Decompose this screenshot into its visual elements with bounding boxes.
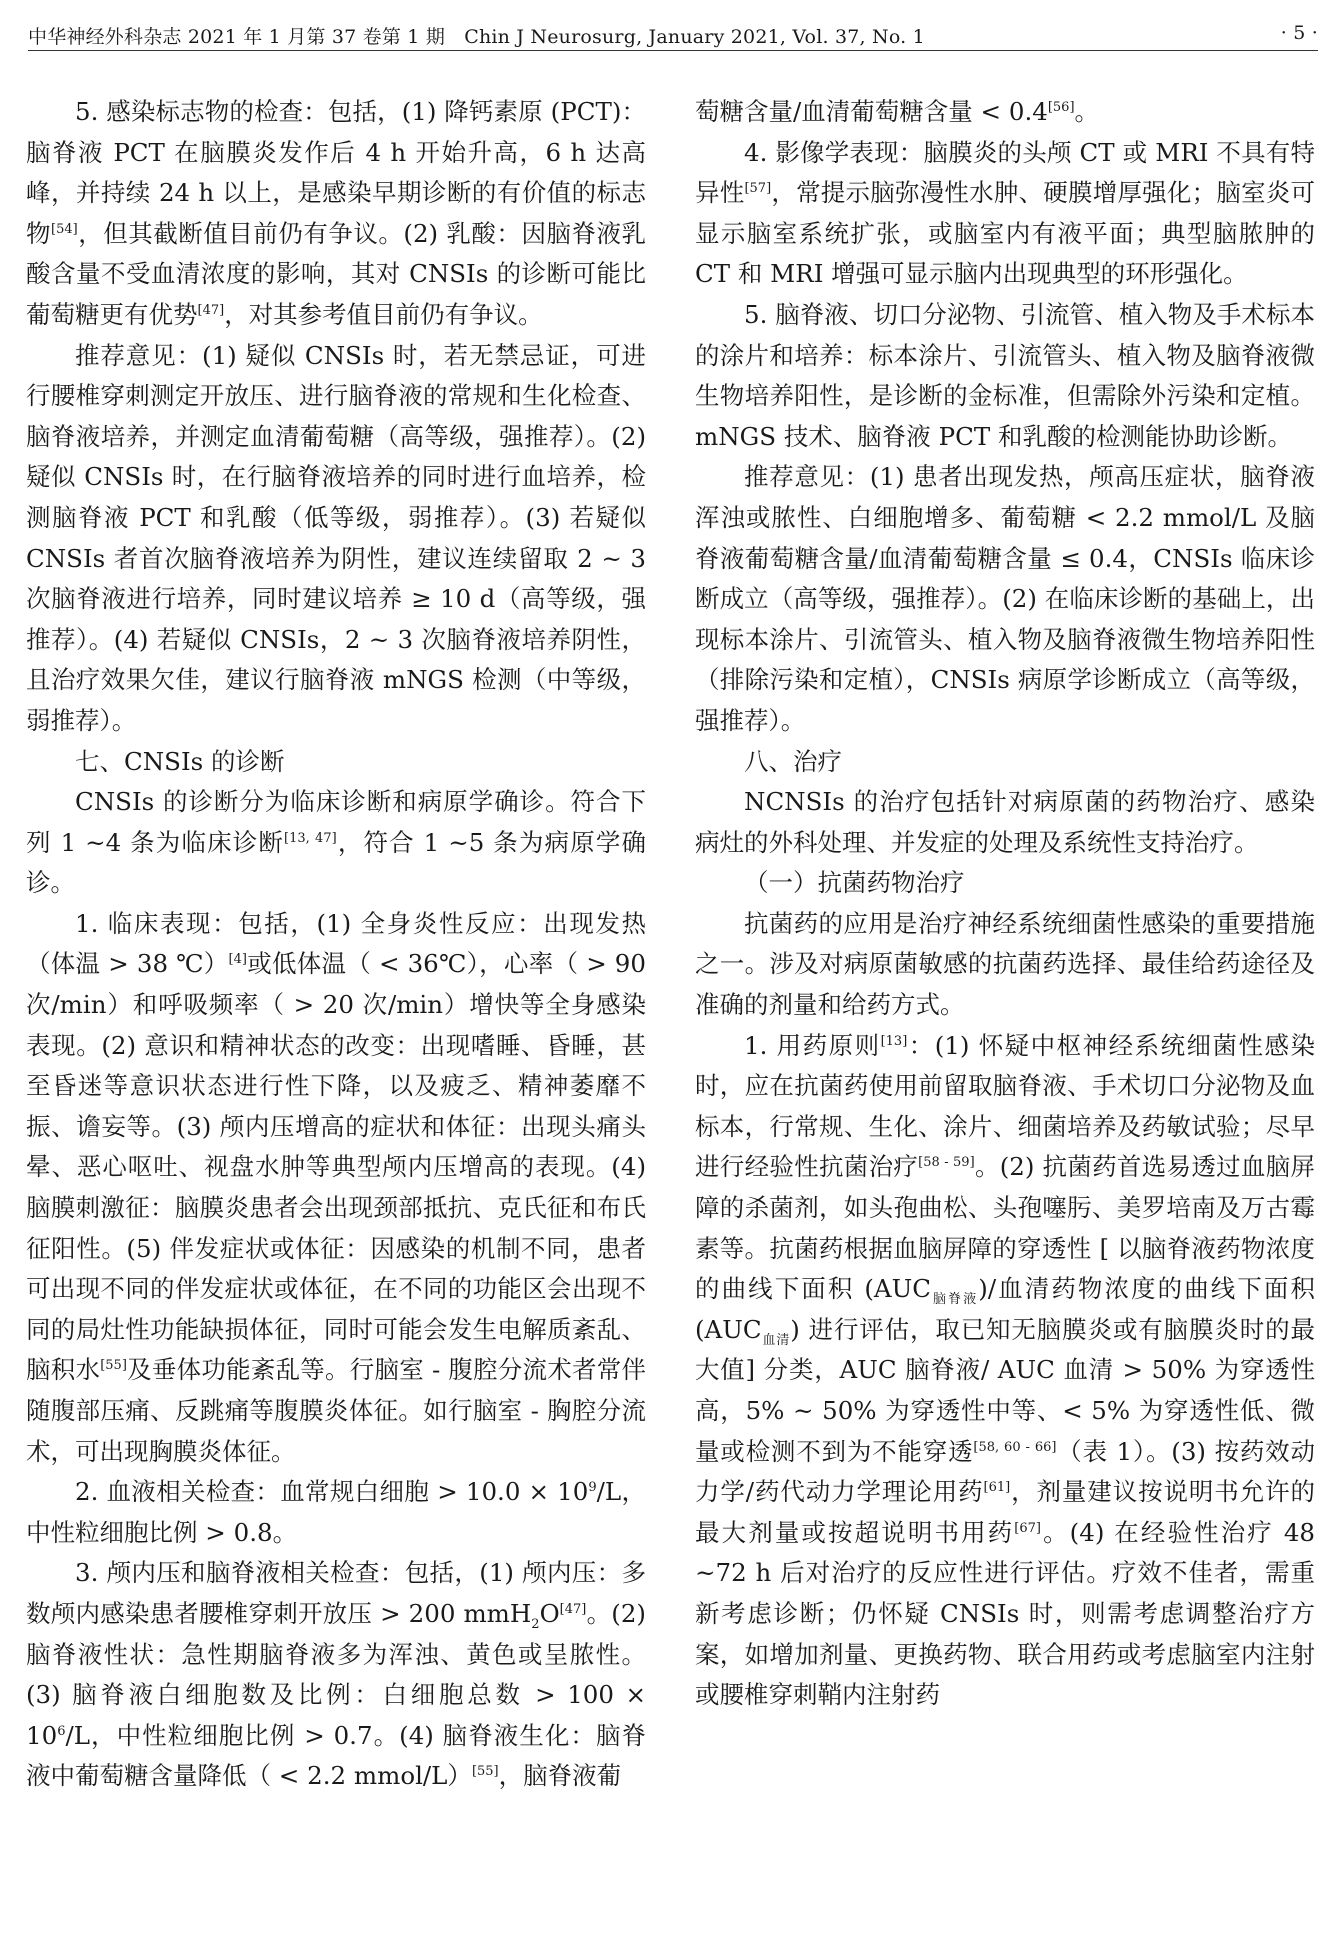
citation: [47] [559,1601,587,1617]
journal-citation: 中华神经外科杂志 2021 年 1 月第 37 卷第 1 期 Chin J Neurosurg, January 2021, Vol. 37, No. 1 [28,26,925,48]
blood-tests-paragraph: 2. 血液相关检查：血常规白细胞 > $10.0 \times 10^9/L$，中性粒细胞比例 > 0.8。 [26,1477,646,1547]
section-heading: 七、CNSIs 的诊断 [75,746,285,776]
citation: [13, 47] [284,830,337,846]
clinical-presentation-paragraph: 1. 临床表现：包括，(1) 全身炎性反应：出现发热（体温 > 38 ℃）[4]或低体温（ < 36℃），心率（ > 90 次/min）和呼吸频率（ > 20 次/min）增快等全身感染表现。(2) 意识和精神状态的改变：出现嗜睡、昏睡，甚至昏迷等意识状态进行性下降，以及疲乏、精神萎靡不振、谵妄等。(3) 颅内压增高的症状和体征：出现头痛头晕、恶心呕吐、视盘水肿等典型颅内压增高的表现。(4) 脑膜刺激征：脑膜炎患者会出现颈部抵抗、克氏征和布氏征阳性。(5) 伴发症状或体征：因感染的机制不同，患者可出现不同的伴发症状或体征，在不同的功能区会出现不同的局灶性功能缺损体征，同时可能会发生电解质紊乱、脑积水[55]及垂体功能紊乱等。行脑室 - 腹腔分流术者常伴随腹部压痛、反跳痛等腹膜炎体征。如行脑室 - 胸腔分流术，可出现胸膜炎体征。 [26,908,646,1466]
citation: [57] [744,181,772,197]
section-heading: 八、治疗 [744,746,842,776]
csf-tests-paragraph: 3. 颅内压和脑脊液相关检查：包括，(1) 颅内压：多数颅内感染患者腰椎穿刺开放压 > 200 mmH$_2$O[47]。(2) 脑脊液性状：急性期脑脊液多为浑浊、黄色或呈脓性。(3) 脑脊液白细胞数及比例：白细胞总数 > $100 \times 10^6/L$，中性粒细胞比例 > 0.7。(4) 脑脊液生化：脑脊液中葡萄糖含量降低（ < 2.2 mmol/L）[55]，脑脊液葡 [26,1558,646,1791]
citation: [61] [983,1480,1011,1496]
treatment-intro-paragraph: NCNSIs 的治疗包括针对病原菌的药物治疗、感染病灶的外科处理、并发症的处理及系统性支持治疗。 [695,787,1315,857]
citation: [54] [51,221,78,237]
page-number: · 5 · [1280,22,1318,44]
header-rule [28,50,1318,51]
recommendation-paragraph: 推荐意见：(1) 疑似 CNSIs 时，若无禁忌证，可进行腰椎穿刺测定开放压、进行脑脊液的常规和生化检查、脑脊液培养，并测定血清葡萄糖（高等级，强推荐）。(2) 疑似 CNSIs 时，在行脑脊液培养的同时进行血培养，检测脑脊液 PCT 和乳酸（低等级，弱推荐）。(3) 若疑似 CNSIs 者首次脑脊液培养为阴性，建议连续留取 2 ~ 3 次脑脊液进行培养，同时建议培养 ≥ 10 d（高等级，强推荐）。(4) 若疑似 CNSIs，2 ~ 3 次脑脊液培养阴性，且治疗效果欠佳，建议行脑脊液 mNGS 检测（中等级，弱推荐）。 [26,340,646,735]
citation: [55] [100,1358,127,1374]
citation: [13] [880,1033,908,1049]
citation: [58 - 59] [918,1155,975,1171]
citation: [58, 60 - 66] [973,1439,1057,1455]
right-column [695,92,1315,1716]
citation: [67] [1014,1520,1041,1536]
running-header [28,22,1318,50]
recommendation-paragraph: 推荐意见：(1) 患者出现发热，颅高压症状，脑脊液浑浊或脓性、白细胞增多、葡萄糖 < 2.2 mmol/L 及脑脊液葡萄糖含量/血清葡萄糖含量 ≤ 0.4，CNSIs 临床诊断成立（高等级，强推荐）。(2) 在临床诊断的基础上，出现标本涂片、引流管头、植入物及脑脊液微生物培养阳性（排除污染和定植），CNSIs 病原学诊断成立（高等级，强推荐）。 [695,462,1315,735]
continued-paragraph: 萄糖含量/血清葡萄糖含量 < 0.4[56]。 [695,97,1100,126]
medication-principles-paragraph: 1. 用药原则[13]：(1) 怀疑中枢神经系统细菌性感染时，应在抗菌药使用前留取脑脊液、手术切口分泌物及血标本，行常规、生化、涂片、细菌培养及药敏试验；尽早进行经验性抗菌治疗[58 - 59]。(2) 抗菌药首选易透过血脑屏障的杀菌剂，如头孢曲松、头孢噻肟、美罗培南及万古霉素等。抗菌药根据血脑屏障的穿透性 [ 以脑脊液药物浓度的曲线下面积 $(AUC_{脑脊液})/$血清药物浓度的曲线下面积 $(AUC_{血清})$ 进行评估，取已知无脑膜炎或有脑膜炎时的最大值] 分类，AUC 脑脊液/ AUC 血清 > 50% 为穿透性高，5% ~ 50% 为穿透性中等、< 5% 为穿透性低、微量或检测不到为不能穿透[58, 60 - 66]（表 1）。(3) 按药效动力学/药代动力学理论用药[61]，剂量建议按说明书允许的最大剂量或按超说明书用药[67]。(4) 在经验性治疗 48 ~72 h 后对治疗的反应性进行评估。疗效不佳者，需重新考虑诊断；仍怀疑 CNSIs 时，则需考虑调整治疗方案，如增加剂量、更换药物、联合用药或考虑脑室内注射或腰椎穿刺鞘内注射药 [695,1030,1315,1710]
diagnosis-intro-paragraph: CNSIs 的诊断分为临床诊断和病原学确诊。符合下列 1 ~4 条为临床诊断[13, 47]，符合 1 ~5 条为病原学确诊。 [26,787,646,898]
citation: [47] [197,302,225,318]
subsection-heading: （一）抗菌药物治疗 [744,868,965,898]
left-column [26,92,646,1797]
citation: [4] [228,952,247,968]
antibacterial-paragraph: 抗菌药的应用是治疗神经系统细菌性感染的重要措施之一。涉及对病原菌敏感的抗菌药选择、最佳给药途径及准确的剂量和给药方式。 [695,908,1315,1020]
infection-markers-paragraph: 5. 感染标志物的检查：包括，(1) 降钙素原 (PCT)：脑脊液 PCT 在脑膜炎发作后 4 h 开始升高，6 h 达高峰，并持续 24 h 以上，是感染早期诊断的有价值的标志物[54]，但其截断值目前仍有争议。(2) 乳酸：因脑脊液乳酸含量不受血清浓度的影响，其对 CNSIs 的诊断可能比葡萄糖更有优势[47]，对其参考值目前仍有争议。 [26,97,646,329]
specimen-culture-paragraph: 5. 脑脊液、切口分泌物、引流管、植入物及手术标本的涂片和培养：标本涂片、引流管头、植入物及脑脊液微生物培养阳性，是诊断的金标准，但需除外污染和定植。mNGS 技术、脑脊液 PCT 和乳酸的检测能协助诊断。 [695,299,1315,451]
citation: [56] [1047,99,1075,115]
citation: [55] [471,1764,499,1780]
imaging-paragraph: 4. 影像学表现：脑膜炎的头颅 CT 或 MRI 不具有特异性[57]，常提示脑弥漫性水肿、硬膜增厚强化；脑室炎可显示脑室系统扩张，或脑室内有液平面；典型脑脓肿的 CT 和 MRI 增强可显示脑内出现典型的环形强化。 [695,137,1316,289]
